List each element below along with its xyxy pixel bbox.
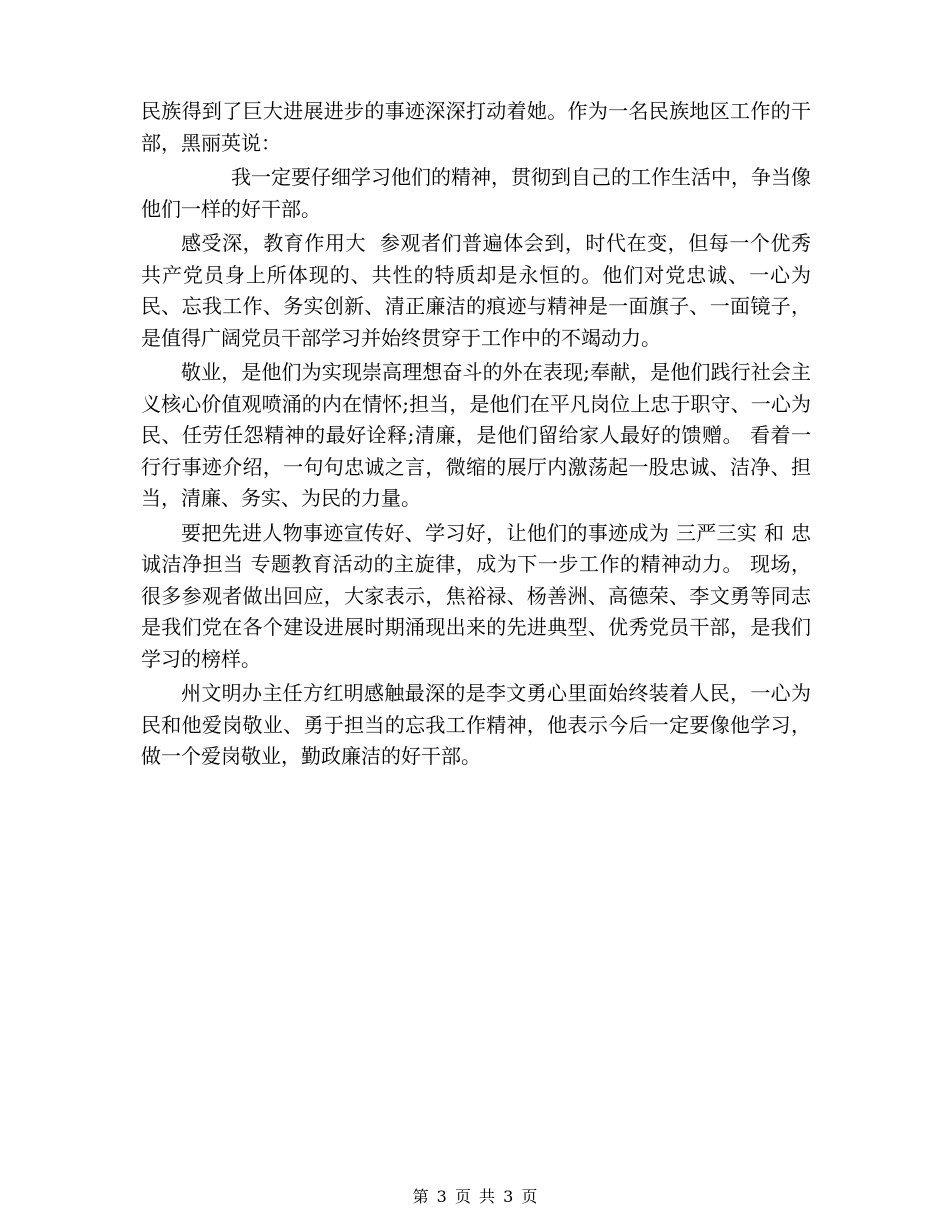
- paragraph-4: 敬业，是他们为实现崇高理想奋斗的外在表现;奉献，是他们践行社会主义核心价值观喷涌的内在情怀;担当，是他们在平凡岗位上忠于职守、一心为民、任劳任怨精神的最好诠释;清廉，是他们留给家人最好的馈赠。 看着一行行事迹介绍，一句句忠诚之言，微缩的展厅内激荡起一股忠诚、洁净、担当，清廉、务实、为民的力量。: [141, 360, 811, 510]
- document-body: [141, 96, 811, 776]
- paragraph-1: 民族得到了巨大进展进步的事迹深深打动着她。作为一名民族地区工作的干部，黑丽英说：: [141, 99, 811, 155]
- paragraph-2-quote: 我一定要仔细学习他们的精神，贯彻到自己的工作生活中，争当像他们一样的好干部。: [141, 165, 811, 221]
- paragraph-3: 感受深，教育作用大 参观者们普遍体会到，时代在变，但每一个优秀共产党员身上所体现的、共性的特质却是永恒的。他们对党忠诚、一心为民、忘我工作、务实创新、清正廉洁的痕迹与精神是一面旗子、一面镜子，是值得广阔党员干部学习并始终贯穿于工作中的不竭动力。: [141, 231, 811, 350]
- paragraph-6: 州文明办主任方红明感触最深的是李文勇心里面始终装着人民，一心为民和他爱岗敬业、勇于担当的忘我工作精神，他表示今后一定要像他学习，做一个爱岗敬业，勤政廉洁的好干部。: [141, 681, 811, 768]
- page-footer: 第 3 页 共 3 页: [412, 1187, 538, 1206]
- paragraph-5: 要把先进人物事迹宣传好、学习好，让他们的事迹成为 三严三实 和 忠诚洁净担当 专题教育活动的主旋律，成为下一步工作的精神动力。 现场，很多参观者做出回应，大家表示，焦裕禄、杨善洲、高德荣、李文勇等同志是我们党在各个建设进展时期涌现出来的先进典型、优秀党员干部，是我们学习的榜样。: [141, 520, 811, 671]
